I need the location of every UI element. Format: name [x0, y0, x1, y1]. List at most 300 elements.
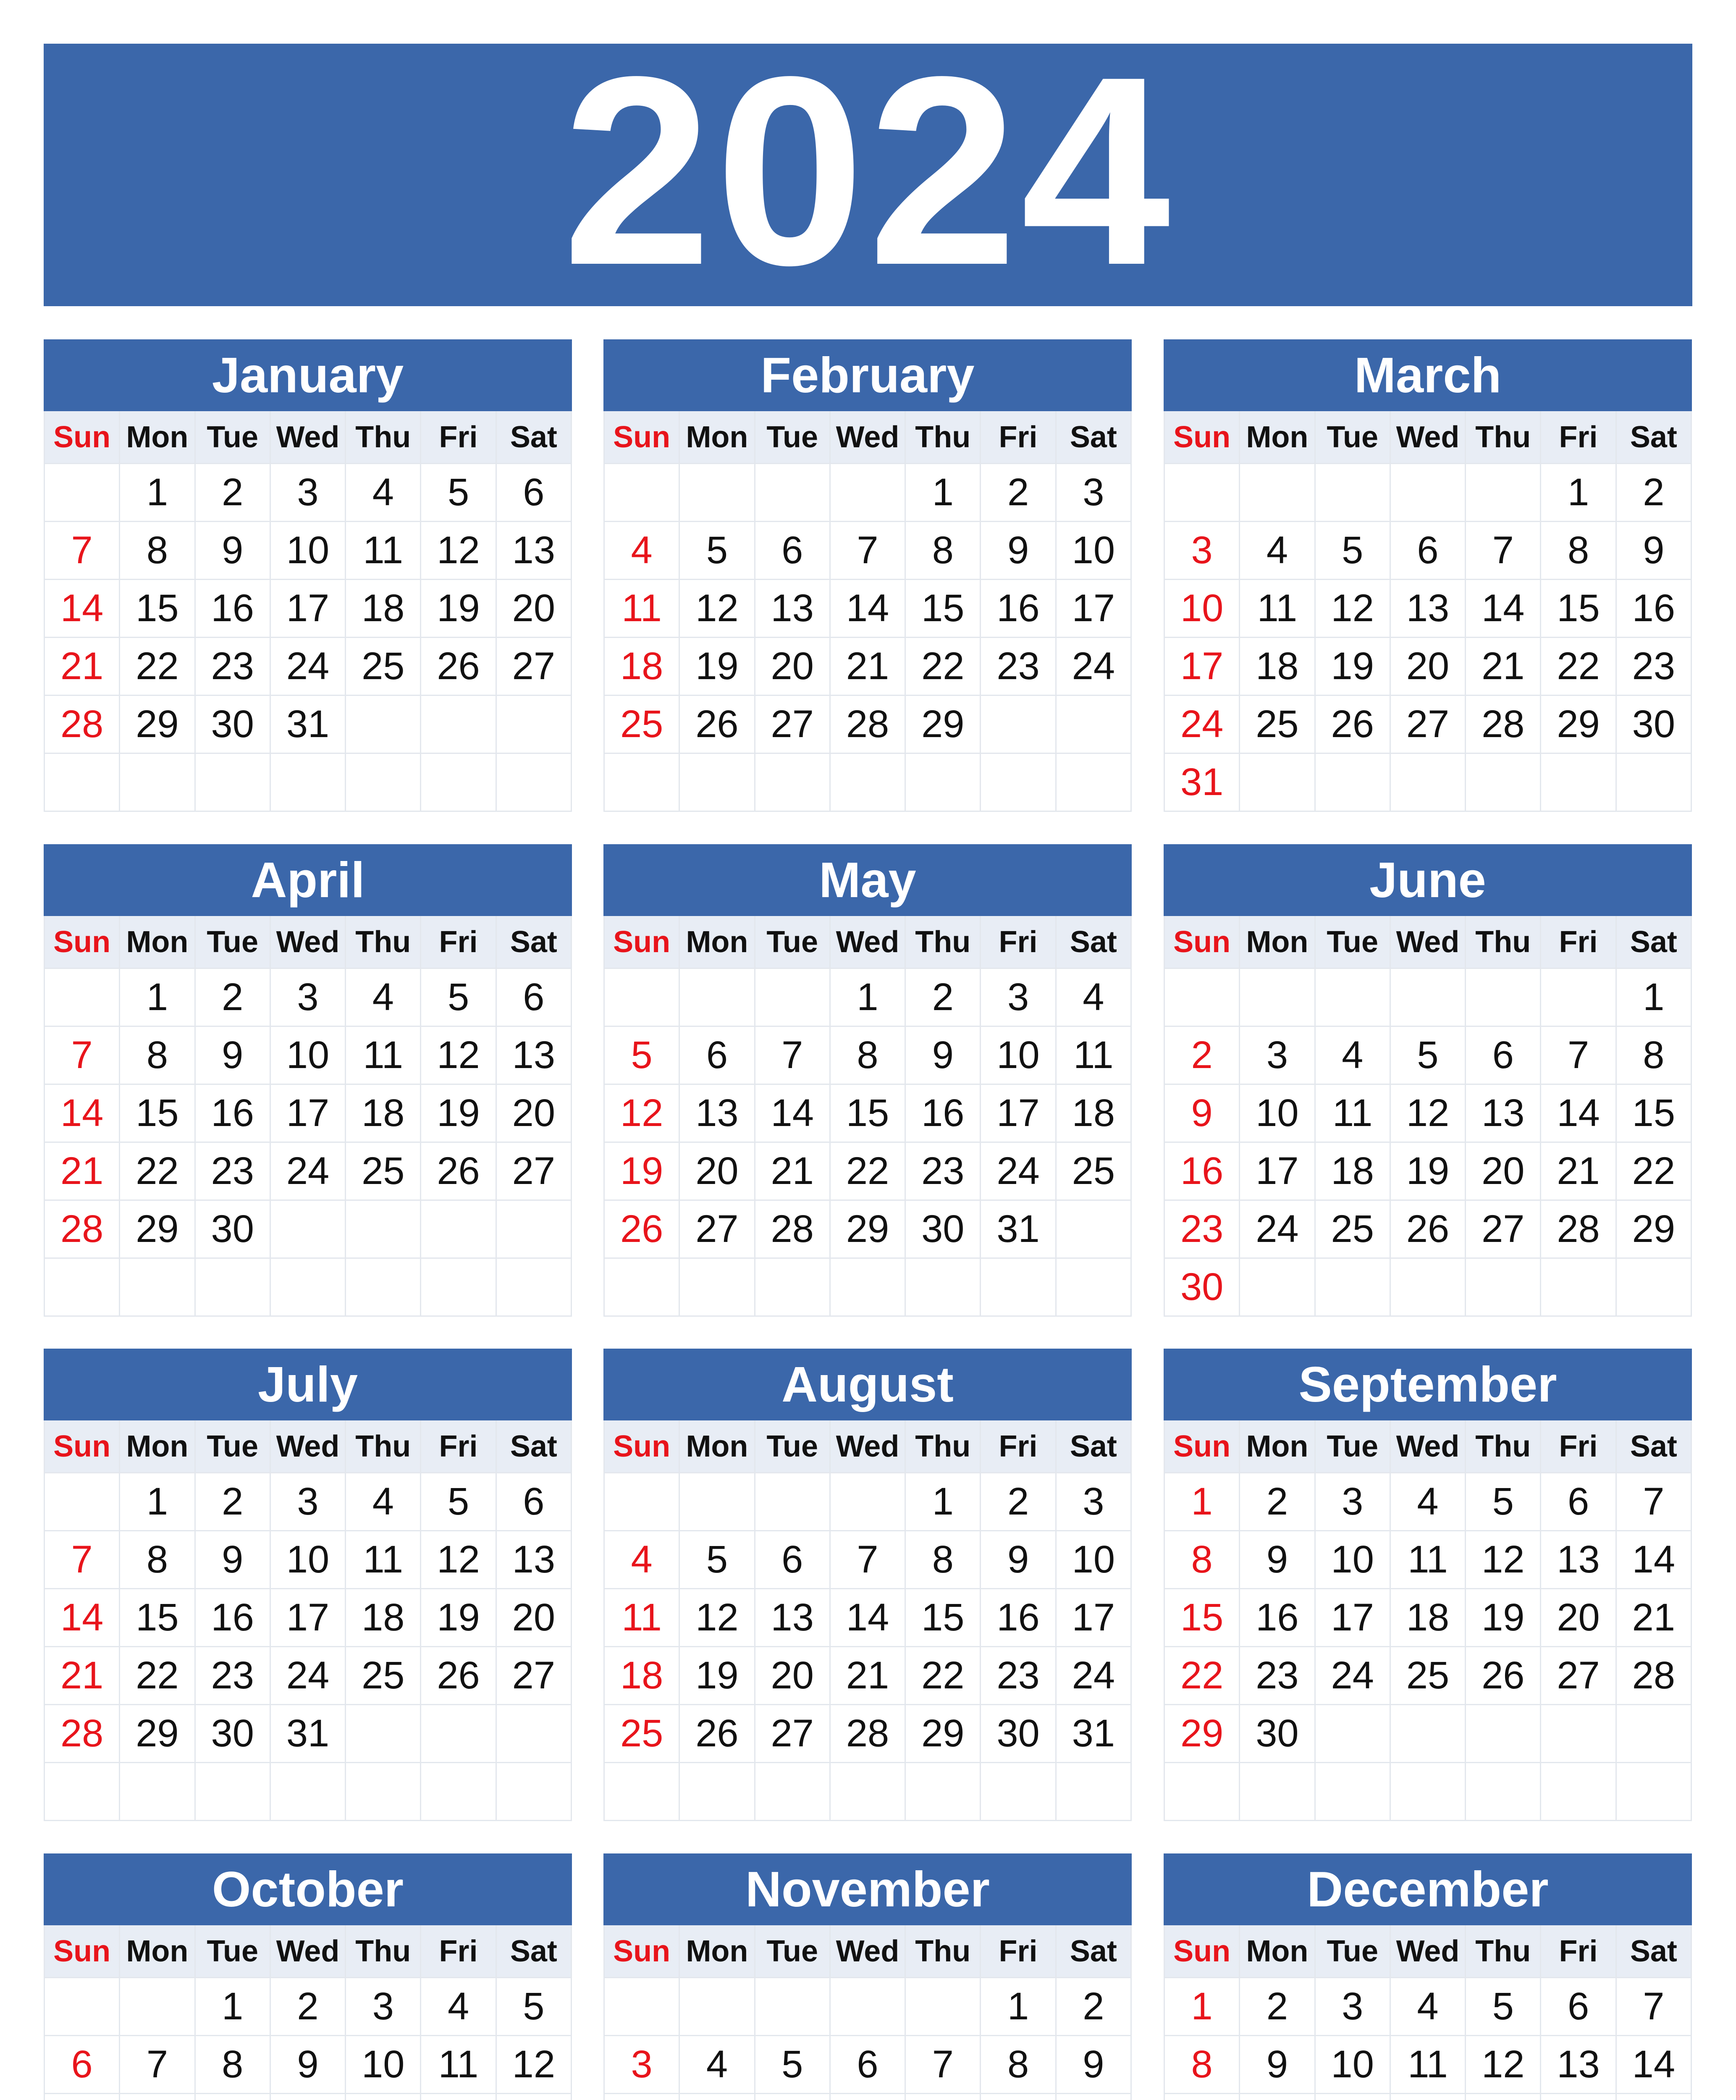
empty-day-cell — [680, 464, 755, 522]
day-cell: 6 — [755, 1531, 831, 1589]
day-cell: 7 — [45, 1531, 120, 1589]
empty-day-cell — [1541, 754, 1616, 812]
day-cell: 27 — [755, 1705, 831, 1763]
day-cell: 1 — [120, 969, 195, 1027]
day-cell: 28 — [831, 1705, 906, 1763]
day-cell — [346, 2094, 421, 2100]
day-cell: 30 — [1240, 1705, 1315, 1763]
day-cell: 10 — [1165, 580, 1240, 638]
month-card-march — [1164, 339, 1692, 812]
empty-day-cell — [981, 754, 1056, 812]
day-cell: 13 — [497, 1531, 572, 1589]
day-cell: 12 — [1466, 2036, 1541, 2094]
empty-day-cell — [120, 754, 195, 812]
day-cell: 22 — [906, 1647, 981, 1705]
day-cell: 21 — [1466, 638, 1541, 696]
day-cell: 14 — [831, 580, 906, 638]
empty-day-cell — [1541, 1763, 1616, 1821]
day-cell: 13 — [497, 1027, 572, 1085]
day-cell: 23 — [196, 638, 271, 696]
day-cell: 12 — [421, 1027, 496, 1085]
weekday-label: Wed — [1391, 1420, 1466, 1473]
day-cell: 7 — [831, 522, 906, 580]
weekday-label: Tue — [196, 1925, 271, 1978]
day-cell — [1057, 2094, 1132, 2100]
day-cell: 27 — [1391, 696, 1466, 754]
weekday-label: Sat — [1057, 1925, 1132, 1978]
day-cell: 25 — [1316, 1201, 1391, 1259]
empty-day-cell — [45, 1763, 120, 1821]
day-cell: 23 — [196, 1143, 271, 1201]
month-card-july — [44, 1349, 572, 1821]
day-cell: 21 — [45, 1647, 120, 1705]
month-card-october — [44, 1853, 572, 2100]
day-cell: 11 — [605, 580, 680, 638]
day-cell: 5 — [1466, 1473, 1541, 1531]
day-cell: 29 — [1165, 1705, 1240, 1763]
empty-day-cell — [196, 754, 271, 812]
day-cell: 25 — [605, 696, 680, 754]
day-cell: 11 — [1391, 2036, 1466, 2094]
day-cell: 26 — [1391, 1201, 1466, 1259]
day-cell: 12 — [1316, 580, 1391, 638]
day-cell: 4 — [680, 2036, 755, 2094]
day-cell: 26 — [421, 1143, 496, 1201]
day-cell — [755, 2094, 831, 2100]
empty-day-cell — [605, 1259, 680, 1317]
day-cell: 18 — [346, 580, 421, 638]
day-cell: 19 — [1391, 1143, 1466, 1201]
day-cell: 5 — [605, 1027, 680, 1085]
day-cell: 1 — [120, 1473, 195, 1531]
day-cell: 14 — [1541, 1085, 1616, 1143]
day-cell: 9 — [1617, 522, 1692, 580]
month-days-grid — [603, 411, 1132, 812]
empty-day-cell — [346, 696, 421, 754]
weekday-label: Wed — [1391, 916, 1466, 969]
empty-day-cell — [196, 1259, 271, 1317]
day-cell: 19 — [1466, 1589, 1541, 1647]
day-cell — [981, 2094, 1056, 2100]
empty-day-cell — [1466, 1259, 1541, 1317]
day-cell: 12 — [497, 2036, 572, 2094]
weekday-label: Sun — [605, 1420, 680, 1473]
empty-day-cell — [1391, 464, 1466, 522]
day-cell: 12 — [605, 1085, 680, 1143]
day-cell — [680, 2094, 755, 2100]
weekday-label: Sun — [605, 411, 680, 464]
weekday-label: Thu — [1466, 916, 1541, 969]
day-cell: 12 — [1466, 1531, 1541, 1589]
weekday-label: Mon — [680, 916, 755, 969]
day-cell — [120, 2094, 195, 2100]
day-cell: 1 — [1165, 1473, 1240, 1531]
month-days-grid — [603, 1420, 1132, 1821]
day-cell: 24 — [1316, 1647, 1391, 1705]
day-cell: 29 — [906, 696, 981, 754]
day-cell: 13 — [680, 1085, 755, 1143]
day-cell: 10 — [346, 2036, 421, 2094]
day-cell: 10 — [981, 1027, 1056, 1085]
empty-day-cell — [271, 754, 346, 812]
weekday-label: Wed — [271, 1925, 346, 1978]
day-cell: 1 — [831, 969, 906, 1027]
empty-day-cell — [1165, 1763, 1240, 1821]
day-cell: 21 — [45, 638, 120, 696]
day-cell: 1 — [120, 464, 195, 522]
day-cell: 26 — [1316, 696, 1391, 754]
day-cell: 16 — [1240, 1589, 1315, 1647]
day-cell: 30 — [1165, 1259, 1240, 1317]
empty-day-cell — [1541, 969, 1616, 1027]
day-cell: 17 — [271, 1589, 346, 1647]
weekday-label: Wed — [271, 1420, 346, 1473]
day-cell: 3 — [1057, 1473, 1132, 1531]
empty-day-cell — [1165, 464, 1240, 522]
day-cell: 23 — [1240, 1647, 1315, 1705]
day-cell: 6 — [1541, 1473, 1616, 1531]
day-cell: 5 — [755, 2036, 831, 2094]
day-cell: 21 — [1617, 1589, 1692, 1647]
weekday-label: Thu — [1466, 1420, 1541, 1473]
weekday-label: Mon — [1240, 1420, 1315, 1473]
day-cell: 27 — [680, 1201, 755, 1259]
day-cell: 17 — [1057, 1589, 1132, 1647]
day-cell: 25 — [1391, 1647, 1466, 1705]
weekday-label: Mon — [680, 411, 755, 464]
weekday-label: Fri — [1541, 411, 1616, 464]
day-cell: 20 — [1391, 638, 1466, 696]
empty-day-cell — [1466, 464, 1541, 522]
empty-day-cell — [1541, 1259, 1616, 1317]
day-cell: 18 — [605, 638, 680, 696]
day-cell: 27 — [1466, 1201, 1541, 1259]
weekday-label: Mon — [1240, 916, 1315, 969]
weekday-label: Fri — [981, 916, 1056, 969]
day-cell: 22 — [120, 638, 195, 696]
day-cell: 21 — [831, 638, 906, 696]
day-cell: 8 — [196, 2036, 271, 2094]
weekday-label: Wed — [831, 1925, 906, 1978]
weekday-label: Mon — [1240, 411, 1315, 464]
weekday-label: Fri — [421, 1925, 496, 1978]
day-cell: 2 — [196, 464, 271, 522]
weekday-label: Sat — [497, 411, 572, 464]
day-cell: 30 — [196, 1201, 271, 1259]
day-cell: 17 — [1165, 638, 1240, 696]
day-cell: 28 — [831, 696, 906, 754]
day-cell: 22 — [1165, 1647, 1240, 1705]
month-name: November — [603, 1853, 1132, 1925]
day-cell: 29 — [1541, 696, 1616, 754]
weekday-label: Thu — [1466, 411, 1541, 464]
month-days-grid — [44, 411, 572, 812]
day-cell: 13 — [1541, 2036, 1616, 2094]
empty-day-cell — [1466, 969, 1541, 1027]
empty-day-cell — [1316, 1763, 1391, 1821]
empty-day-cell — [1316, 1259, 1391, 1317]
weekday-label: Wed — [831, 411, 906, 464]
empty-day-cell — [346, 1705, 421, 1763]
weekday-label: Mon — [120, 1420, 195, 1473]
day-cell: 2 — [1165, 1027, 1240, 1085]
empty-day-cell — [45, 969, 120, 1027]
empty-day-cell — [1316, 1705, 1391, 1763]
day-cell — [1391, 2094, 1466, 2100]
empty-day-cell — [981, 1763, 1056, 1821]
day-cell: 31 — [1165, 754, 1240, 812]
empty-day-cell — [906, 1259, 981, 1317]
empty-day-cell — [120, 1259, 195, 1317]
day-cell: 8 — [1165, 2036, 1240, 2094]
day-cell — [497, 2094, 572, 2100]
empty-day-cell — [755, 1978, 831, 2036]
day-cell: 2 — [906, 969, 981, 1027]
day-cell: 24 — [1165, 696, 1240, 754]
day-cell: 3 — [1057, 464, 1132, 522]
empty-day-cell — [120, 1763, 195, 1821]
empty-day-cell — [45, 464, 120, 522]
day-cell: 18 — [1391, 1589, 1466, 1647]
day-cell: 17 — [271, 1085, 346, 1143]
empty-day-cell — [755, 1473, 831, 1531]
empty-day-cell — [831, 464, 906, 522]
day-cell: 4 — [421, 1978, 496, 2036]
day-cell: 4 — [605, 522, 680, 580]
month-name: February — [603, 339, 1132, 411]
day-cell: 12 — [421, 1531, 496, 1589]
weekday-label: Fri — [981, 1420, 1056, 1473]
empty-day-cell — [1466, 1705, 1541, 1763]
day-cell: 8 — [906, 1531, 981, 1589]
day-cell — [45, 2094, 120, 2100]
weekday-label: Sun — [605, 916, 680, 969]
day-cell: 21 — [755, 1143, 831, 1201]
empty-day-cell — [680, 1473, 755, 1531]
day-cell: 28 — [1541, 1201, 1616, 1259]
day-cell: 17 — [1316, 1589, 1391, 1647]
day-cell: 31 — [271, 696, 346, 754]
day-cell: 24 — [981, 1143, 1056, 1201]
empty-day-cell — [497, 754, 572, 812]
weekday-label: Thu — [346, 1925, 421, 1978]
day-cell: 16 — [981, 1589, 1056, 1647]
empty-day-cell — [605, 1763, 680, 1821]
empty-day-cell — [1391, 1259, 1466, 1317]
day-cell: 31 — [271, 1705, 346, 1763]
day-cell — [1316, 2094, 1391, 2100]
weekday-label: Sun — [45, 916, 120, 969]
day-cell: 15 — [906, 1589, 981, 1647]
month-name: October — [44, 1853, 572, 1925]
day-cell: 4 — [1391, 1978, 1466, 2036]
day-cell: 10 — [271, 1531, 346, 1589]
day-cell: 14 — [45, 1085, 120, 1143]
empty-day-cell — [1057, 696, 1132, 754]
empty-day-cell — [831, 1473, 906, 1531]
empty-day-cell — [680, 1978, 755, 2036]
day-cell: 9 — [1240, 1531, 1315, 1589]
weekday-label: Tue — [755, 1925, 831, 1978]
day-cell: 7 — [1617, 1978, 1692, 2036]
month-days-grid — [1164, 1925, 1692, 2100]
month-name: December — [1164, 1853, 1692, 1925]
month-name: July — [44, 1349, 572, 1420]
day-cell: 15 — [1165, 1589, 1240, 1647]
day-cell: 18 — [346, 1085, 421, 1143]
empty-day-cell — [755, 464, 831, 522]
day-cell — [1240, 2094, 1315, 2100]
day-cell: 16 — [1617, 580, 1692, 638]
day-cell: 2 — [196, 1473, 271, 1531]
empty-day-cell — [1240, 1763, 1315, 1821]
empty-day-cell — [120, 1978, 195, 2036]
day-cell: 3 — [981, 969, 1056, 1027]
day-cell: 17 — [1057, 580, 1132, 638]
day-cell: 29 — [1617, 1201, 1692, 1259]
day-cell: 18 — [346, 1589, 421, 1647]
day-cell — [605, 2094, 680, 2100]
empty-day-cell — [346, 1259, 421, 1317]
day-cell: 26 — [1466, 1647, 1541, 1705]
day-cell: 3 — [1316, 1473, 1391, 1531]
day-cell: 6 — [497, 464, 572, 522]
day-cell: 7 — [831, 1531, 906, 1589]
weekday-label: Thu — [906, 411, 981, 464]
day-cell: 22 — [1617, 1143, 1692, 1201]
empty-day-cell — [755, 969, 831, 1027]
weekday-label: Thu — [346, 916, 421, 969]
day-cell: 8 — [120, 1531, 195, 1589]
day-cell: 21 — [1541, 1143, 1616, 1201]
empty-day-cell — [45, 1473, 120, 1531]
weekday-label: Tue — [1316, 1420, 1391, 1473]
day-cell: 25 — [605, 1705, 680, 1763]
day-cell: 30 — [1617, 696, 1692, 754]
day-cell — [1466, 2094, 1541, 2100]
day-cell: 11 — [421, 2036, 496, 2094]
day-cell: 19 — [421, 1589, 496, 1647]
day-cell: 13 — [497, 522, 572, 580]
month-card-february — [603, 339, 1132, 812]
empty-day-cell — [271, 1763, 346, 1821]
empty-day-cell — [1466, 1763, 1541, 1821]
day-cell: 26 — [680, 1705, 755, 1763]
weekday-label: Wed — [1391, 1925, 1466, 1978]
day-cell: 12 — [680, 1589, 755, 1647]
empty-day-cell — [605, 969, 680, 1027]
day-cell: 11 — [1316, 1085, 1391, 1143]
day-cell: 18 — [1240, 638, 1315, 696]
day-cell: 23 — [1617, 638, 1692, 696]
day-cell — [421, 2094, 496, 2100]
day-cell: 22 — [831, 1143, 906, 1201]
weekday-label: Sat — [1617, 1925, 1692, 1978]
day-cell: 23 — [1165, 1201, 1240, 1259]
weekday-label: Sun — [45, 1925, 120, 1978]
day-cell: 27 — [497, 1143, 572, 1201]
day-cell: 18 — [1057, 1085, 1132, 1143]
weekday-label: Sun — [1165, 411, 1240, 464]
day-cell: 5 — [1391, 1027, 1466, 1085]
empty-day-cell — [497, 1763, 572, 1821]
day-cell: 25 — [346, 1647, 421, 1705]
empty-day-cell — [1057, 1201, 1132, 1259]
weekday-label: Thu — [346, 411, 421, 464]
day-cell: 15 — [1617, 1085, 1692, 1143]
month-name: January — [44, 339, 572, 411]
day-cell: 24 — [271, 1647, 346, 1705]
day-cell: 15 — [120, 1589, 195, 1647]
day-cell: 6 — [1391, 522, 1466, 580]
weekday-label: Fri — [421, 916, 496, 969]
day-cell: 5 — [680, 1531, 755, 1589]
day-cell: 4 — [1240, 522, 1315, 580]
day-cell: 10 — [1240, 1085, 1315, 1143]
day-cell: 9 — [196, 1531, 271, 1589]
empty-day-cell — [831, 1763, 906, 1821]
day-cell: 14 — [1617, 2036, 1692, 2094]
day-cell — [271, 2094, 346, 2100]
day-cell: 12 — [421, 522, 496, 580]
day-cell: 5 — [421, 969, 496, 1027]
day-cell: 11 — [346, 1027, 421, 1085]
day-cell: 14 — [45, 1589, 120, 1647]
empty-day-cell — [497, 696, 572, 754]
month-card-may — [603, 844, 1132, 1317]
weekday-label: Fri — [1541, 916, 1616, 969]
empty-day-cell — [680, 1763, 755, 1821]
day-cell: 8 — [120, 1027, 195, 1085]
month-days-grid — [603, 1925, 1132, 2100]
day-cell: 11 — [346, 1531, 421, 1589]
month-card-april — [44, 844, 572, 1317]
empty-day-cell — [497, 1201, 572, 1259]
day-cell: 3 — [271, 969, 346, 1027]
day-cell: 7 — [45, 522, 120, 580]
empty-day-cell — [831, 1259, 906, 1317]
day-cell: 2 — [1617, 464, 1692, 522]
day-cell — [1541, 2094, 1616, 2100]
day-cell: 28 — [1617, 1647, 1692, 1705]
weekday-label: Sat — [497, 1420, 572, 1473]
day-cell: 3 — [605, 2036, 680, 2094]
weekday-label: Fri — [981, 411, 1056, 464]
day-cell: 26 — [605, 1201, 680, 1259]
day-cell: 12 — [680, 580, 755, 638]
empty-day-cell — [497, 1705, 572, 1763]
day-cell: 13 — [1391, 580, 1466, 638]
day-cell: 16 — [196, 1085, 271, 1143]
day-cell: 14 — [831, 1589, 906, 1647]
day-cell: 15 — [120, 580, 195, 638]
weekday-label: Tue — [1316, 411, 1391, 464]
day-cell: 5 — [1466, 1978, 1541, 2036]
weekday-label: Thu — [346, 1420, 421, 1473]
day-cell: 9 — [906, 1027, 981, 1085]
month-card-november — [603, 1853, 1132, 2100]
empty-day-cell — [605, 464, 680, 522]
weekday-label: Thu — [906, 1420, 981, 1473]
day-cell: 5 — [1316, 522, 1391, 580]
day-cell: 15 — [831, 1085, 906, 1143]
day-cell: 7 — [45, 1027, 120, 1085]
weekday-label: Sat — [497, 916, 572, 969]
day-cell: 22 — [120, 1647, 195, 1705]
month-card-december — [1164, 1853, 1692, 2100]
empty-day-cell — [271, 1201, 346, 1259]
day-cell: 19 — [605, 1143, 680, 1201]
